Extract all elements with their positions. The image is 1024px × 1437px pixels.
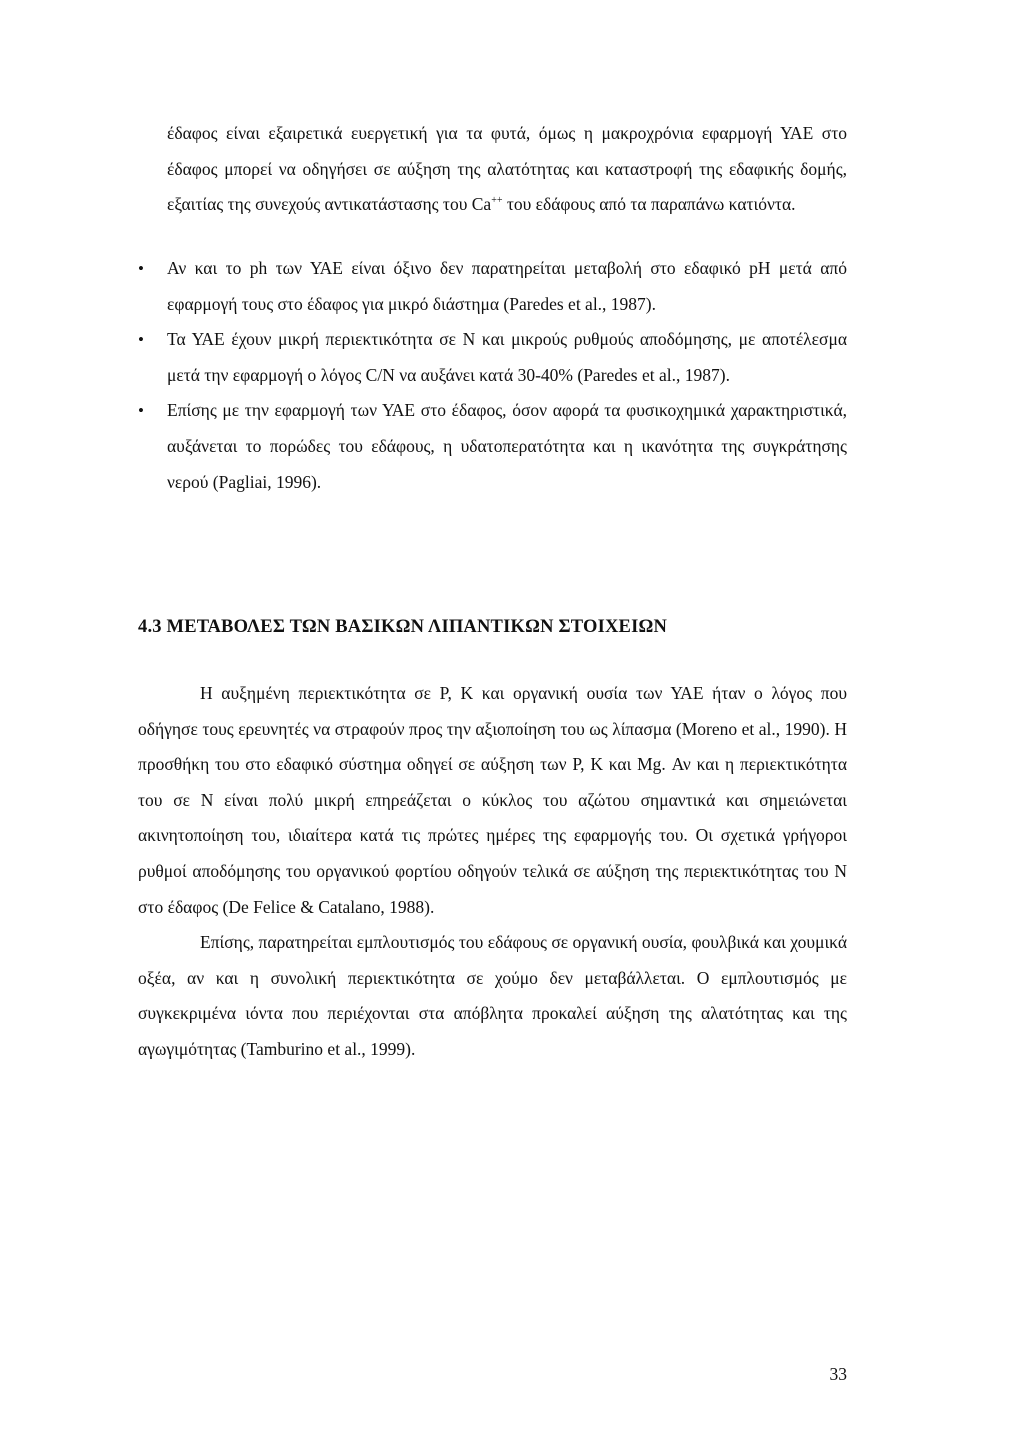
bullet-item — [0, 393, 1024, 500]
bullet-icon: • — [138, 401, 144, 421]
section-body — [138, 676, 847, 1068]
section-heading: 4.3 ΜΕΤΑΒΟΛΕΣ ΤΩΝ ΒΑΣΙΚΩΝ ΛΙΠΑΝΤΙΚΩΝ ΣΤΟΙΧΕΙΩΝ — [138, 617, 668, 637]
intro-text-start: έδαφος είναι εξαιρετικά ευεργετική για τα φυτά, όμως η μακροχρόνια εφαρμογή ΥΑΕ στο έδαφος μπορεί να οδηγήσει σε αύξηση της αλατότητας και καταστροφή της εδαφικής δομής, εξαιτίας της συνεχούς αντικατάστασης του Ca — [167, 123, 847, 215]
intro-text-end: του εδάφους από τα παραπάνω κατιόντα. — [502, 194, 796, 215]
bullet-text: Επίσης με την εφαρμογή των ΥΑΕ στο έδαφος, όσον αφορά τα φυσικοχημικά χαρακτηριστικά, αυξάνεται το πορώδες του εδάφους, η υδατοπερατότητα και η ικανότητα της συγκράτησης νερού (Pagliai, 1996). — [167, 400, 847, 492]
page-number: 33 — [829, 1364, 847, 1384]
bullet-item — [0, 322, 1024, 393]
intro-superscript: ++ — [491, 195, 503, 207]
body-paragraph: Η αυξημένη περιεκτικότητα σε Ρ, Κ και οργανική ουσία των ΥΑΕ ήταν ο λόγος που οδήγησε τους ερευνητές να στραφούν προς την αξιοποίηση του ως λίπασμα (Moreno et al., 1990). Η προσθήκη του στο εδαφικό σύστημα οδηγεί σε αύξηση των Ρ, Κ και Mg. Αν και η περιεκτικότητα του σε Ν είναι πολύ μικρή επηρεάζεται ο κύκλος του αζώτου σημαντικά και σημειώνεται ακινητοποίηση του, ιδιαίτερα κατά τις πρώτες ημέρες της εφαρμογής του. Οι σχετικά γρήγοροι ρυθμοί αποδόμησης του οργανικού φορτίου οδηγούν τελικά σε αύξηση της περιεκτικότητας του Ν στο έδαφος (De Felice & Catalano, 1988). — [138, 683, 847, 917]
intro-paragraph — [167, 116, 847, 223]
bullet-text: Τα ΥΑΕ έχουν μικρή περιεκτικότητα σε Ν και μικρούς ρυθμούς αποδόμησης, με αποτέλεσμα μετά την εφαρμογή ο λόγος C/N να αυξάνει κατά 30-40% (Paredes et al., 1987). — [167, 329, 847, 385]
bullet-list — [0, 251, 1024, 500]
bullet-text: Αν και το ph των ΥΑΕ είναι όξινο δεν παρατηρείται μεταβολή στο εδαφικό pH μετά από εφαρμογή τους στο έδαφος για μικρό διάστημα (Paredes et al., 1987). — [167, 258, 847, 314]
bullet-item — [0, 251, 1024, 322]
bullet-icon: • — [138, 259, 144, 278]
bullet-icon: • — [138, 330, 144, 350]
body-paragraph: Επίσης, παρατηρείται εμπλουτισμός του εδάφους σε οργανική ουσία, φουλβικά και χουμικά οξέα, αν και η συνολική περιεκτικότητα σε χούμο δεν μεταβάλλεται. Ο εμπλουτισμός με συγκεκριμένα ιόντα που περιέχονται στα απόβλητα προκαλεί αύξηση της αλατότητας και της αγωγιμότητας (Tamburino et al., 1999). — [138, 932, 847, 1059]
